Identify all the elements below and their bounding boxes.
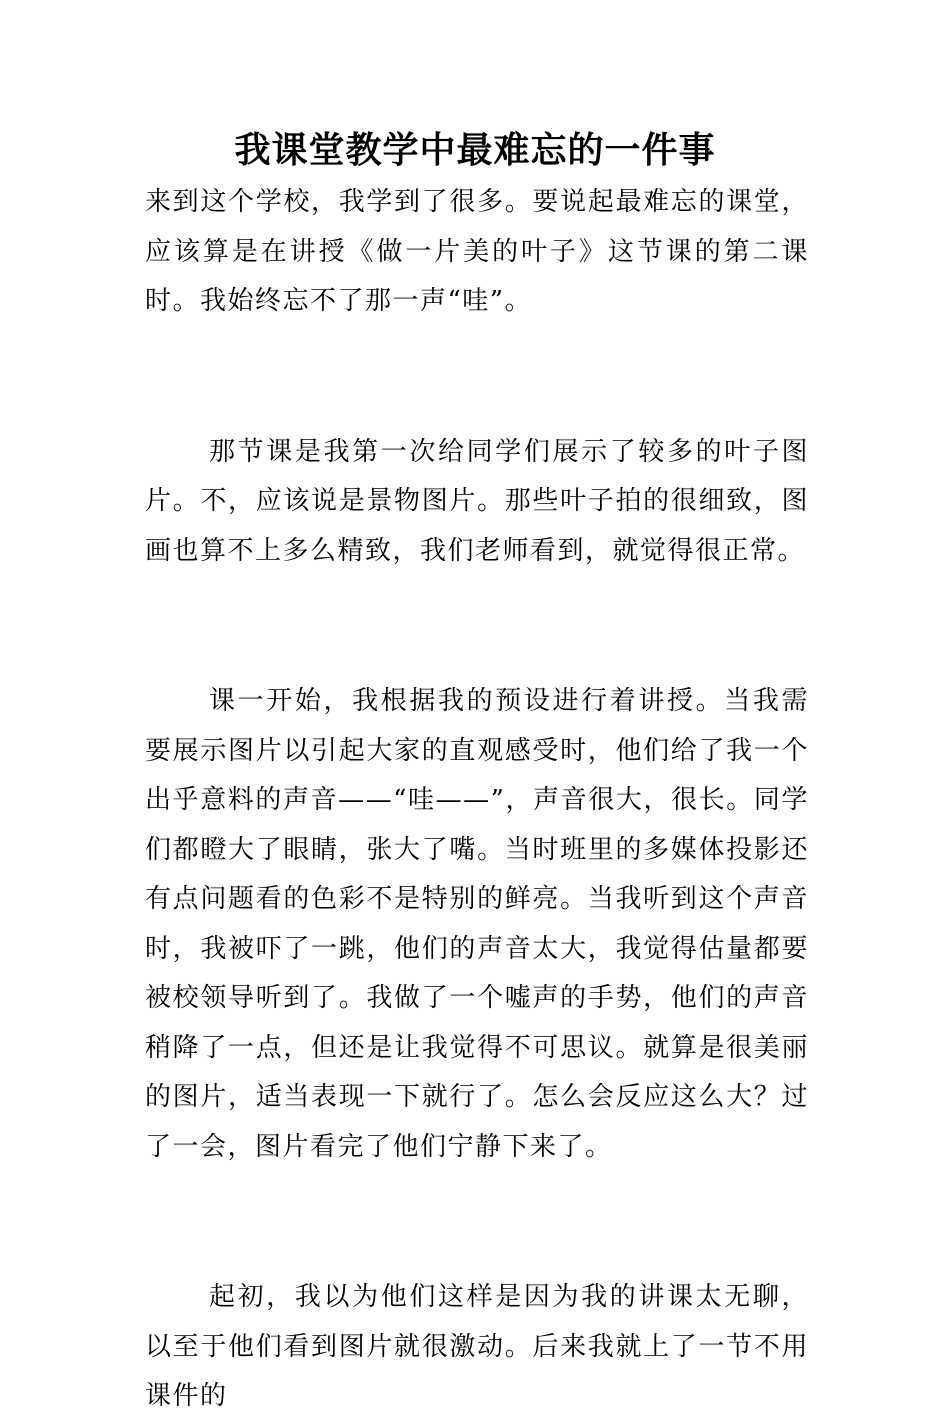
paragraph-4: 起初，我以为他们这样是因为我的讲课太无聊，以至于他们看到图片就很激动。后来我就上了一节不用课件的	[145, 1282, 809, 1411]
paragraph-1: 来到这个学校，我学到了很多。要说起最难忘的课堂，应该算是在讲授《做一片美的叶子》这节课的第二课时。我始终忘不了那一声“哇”。	[145, 187, 809, 316]
paragraph-3: 课一开始，我根据我的预设进行着讲授。当我需要展示图片以引起大家的直观感受时，他们给了我一个出乎意料的声音——“哇——”，声音很大，很长。同学们都瞪大了眼睛，张大了嘴。当时班里的多媒体投影还有点问题看的色彩不是特别的鲜亮。当我听到这个声音时，我被吓了一跳，他们的声音太大，我觉得估量都要被校领导听到了。我做了一个嘘声的手势，他们的声音稍降了一点，但还是让我觉得不可思议。就算是很美丽的图片，适当表现一下就行了。怎么会反应这么大？过了一会，图片看完了他们宁静下来了。	[145, 686, 809, 1162]
paragraph-gap	[145, 327, 809, 428]
document-title: 我课堂教学中最难忘的一件事	[234, 130, 716, 171]
paragraph-2: 那节课是我第一次给同学们展示了较多的叶子图片。不，应该说是景物图片。那些叶子拍的很细致，图画也算不上多么精致，我们老师看到，就觉得很正常。	[145, 436, 809, 566]
paragraph-gap	[145, 1172, 809, 1273]
document-body	[145, 178, 809, 1422]
paragraph-gap	[145, 576, 809, 677]
